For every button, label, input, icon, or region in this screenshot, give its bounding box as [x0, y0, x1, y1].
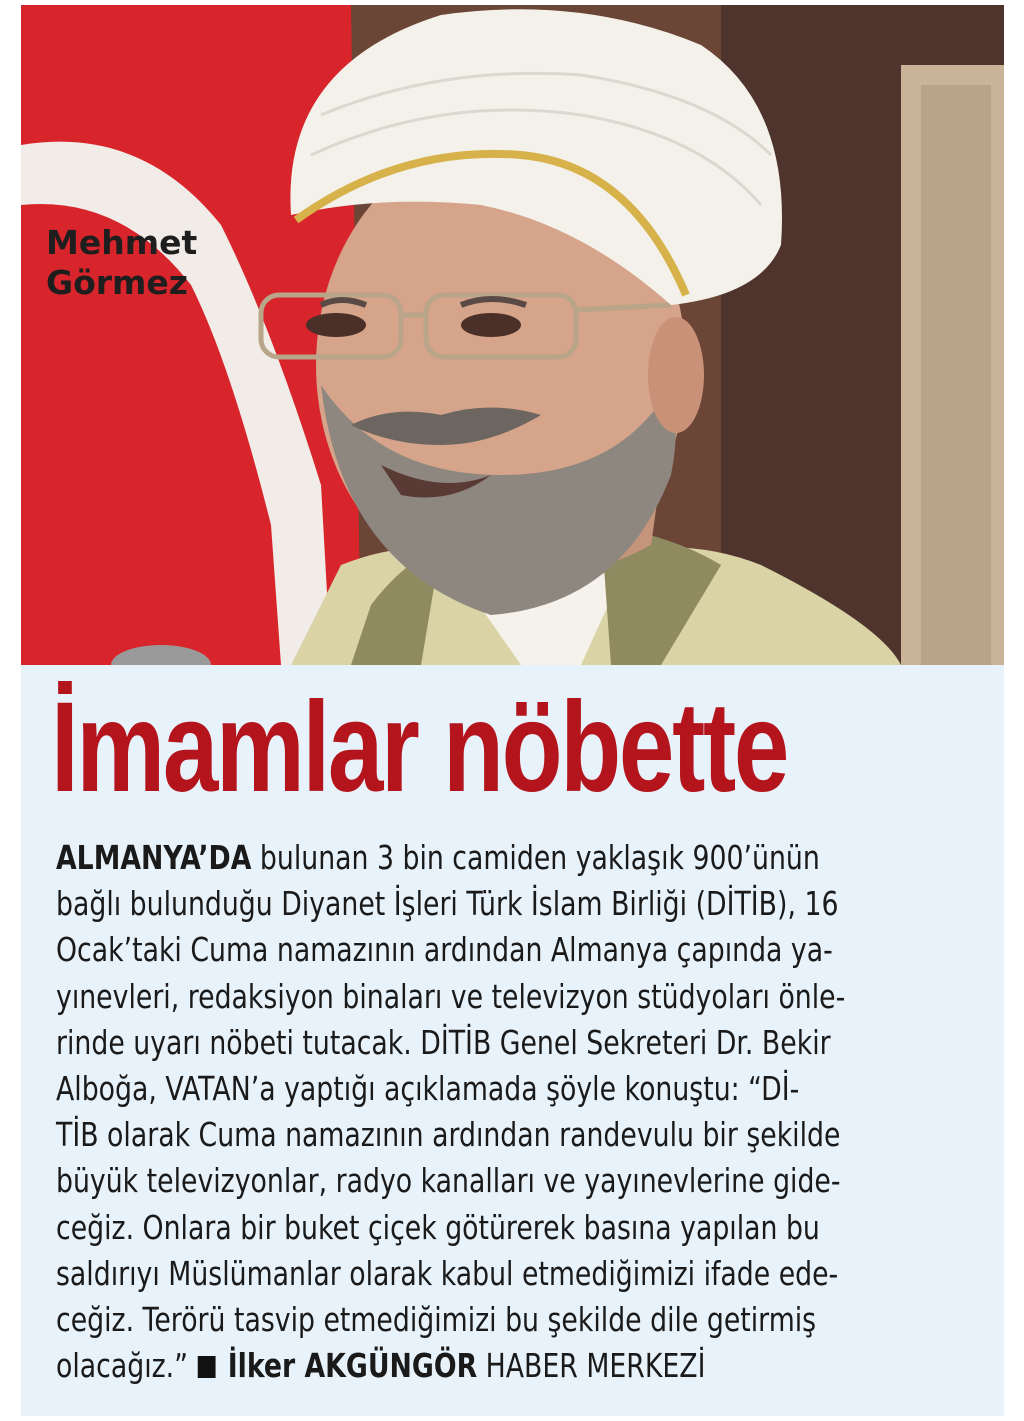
article-line: büyük televizyonlar, radyo kanalları ve yayınevlerine gide-	[56, 1161, 841, 1201]
byline-name: İlker AKGÜNGÖR	[227, 1346, 478, 1386]
article-line: ceğiz. Onlara bir buket çiçek götürerek basına yapılan bu	[56, 1207, 820, 1247]
article-line: rinde uyarı nöbeti tutacak. DİTİB Genel Sekreteri Dr. Bekir	[56, 1022, 831, 1062]
article-line: ceğiz. Terörü tasvip etmediğimizi bu şekilde dile getirmiş	[56, 1300, 817, 1340]
photo-caption	[46, 223, 197, 303]
news-photo	[21, 5, 1004, 665]
caption-line-2: Görmez	[46, 263, 189, 302]
article-line	[56, 835, 979, 881]
article-line: Alboğa, VATAN’a yaptığı açıklamada şöyle konuştu: “Dİ-	[56, 1069, 800, 1109]
byline-desk: HABER MERKEZİ	[485, 1346, 706, 1386]
news-clipping	[21, 5, 1004, 1416]
article-line: bağlı bulunduğu Diyanet İşleri Türk İslam Birliği (DİTİB), 16	[56, 884, 839, 924]
article-line: yınevleri, redaksiyon binaları ve televizyon stüdyoları önle-	[56, 976, 846, 1016]
article-line: TİB olarak Cuma namazının ardından randevulu bir şekilde	[56, 1115, 841, 1155]
article-line: Ocak’taki Cuma namazının ardından Almanya çapında ya-	[56, 930, 833, 970]
portrait-illustration	[21, 5, 1004, 665]
article-line-last	[56, 1343, 979, 1389]
lead-word: ALMANYA’DA	[56, 838, 252, 877]
article-line: saldırıyı Müslümanlar olarak kabul etmediğimizi ifade ede-	[56, 1253, 839, 1293]
caption-line-1: Mehmet	[46, 223, 198, 262]
end-square-icon	[198, 1356, 216, 1378]
article-line-1-text: bulunan 3 bin camiden yaklaşık 900’ünün	[251, 838, 820, 877]
article-body	[56, 835, 979, 1389]
headline: İmamlar nöbette	[51, 676, 788, 819]
article-line-12-text: olacağız.”	[56, 1346, 189, 1386]
